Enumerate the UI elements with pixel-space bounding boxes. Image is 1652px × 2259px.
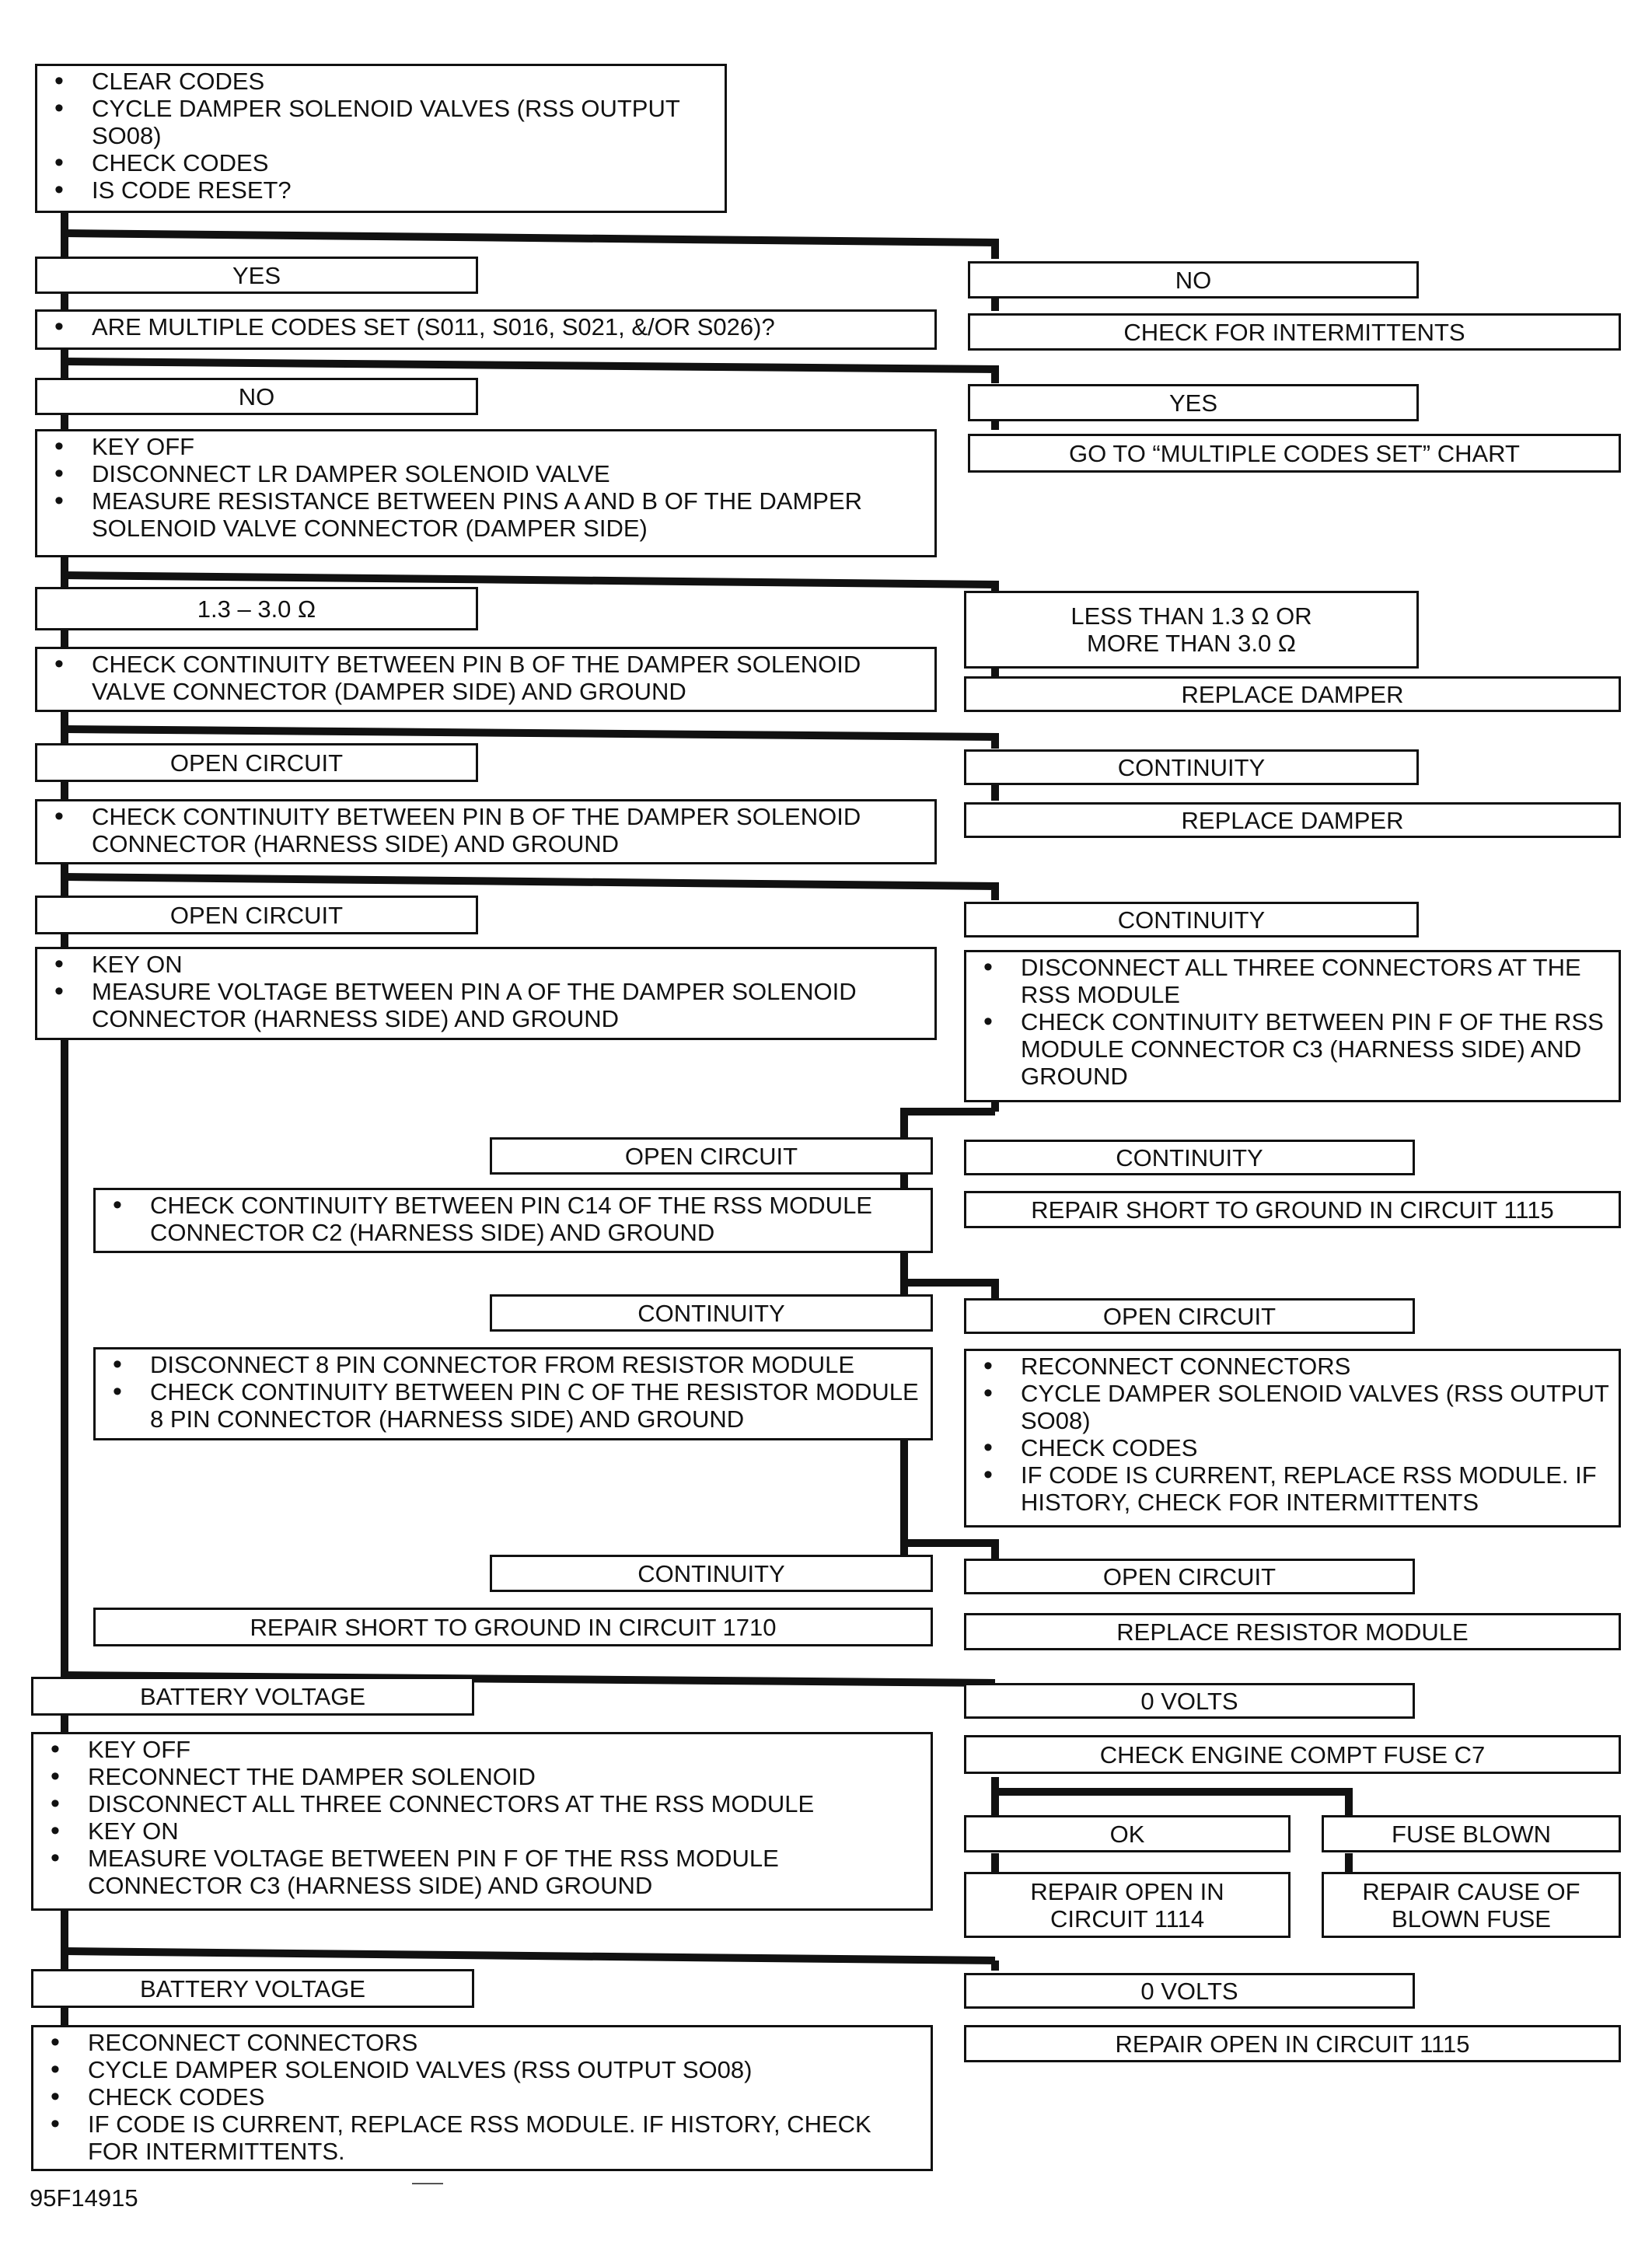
- yes-label: YES: [35, 257, 478, 294]
- step-item: • CYCLE DAMPER SOLENOID VALVES (RSS OUTPUT SO08): [88, 2056, 924, 2083]
- continuity-c14-box: [93, 1188, 933, 1253]
- open-circuit-label: OPEN CIRCUIT: [964, 1298, 1415, 1334]
- final-step-box: [31, 2025, 933, 2171]
- step-item: • DISCONNECT ALL THREE CONNECTORS AT THE RSS MODULE: [1021, 954, 1612, 1008]
- open-circuit-label: OPEN CIRCUIT: [490, 1137, 933, 1175]
- repair-short-1115-box: REPAIR SHORT TO GROUND IN CIRCUIT 1115: [964, 1191, 1621, 1228]
- open-circuit-label: OPEN CIRCUIT: [964, 1559, 1415, 1594]
- repair-open-1115-box: REPAIR OPEN IN CIRCUIT 1115: [964, 2025, 1621, 2062]
- battery-voltage-label: BATTERY VOLTAGE: [31, 1677, 474, 1716]
- step-item: • CHECK CODES: [1021, 1434, 1612, 1461]
- continuity-harness-side-box: [35, 799, 937, 864]
- measure-resistance-box: [35, 429, 937, 557]
- resistor-module-box: [93, 1347, 933, 1440]
- start-item: • IS CODE RESET?: [92, 176, 718, 204]
- step-item: • RECONNECT CONNECTORS: [88, 2029, 924, 2056]
- check-fuse-box: CHECK ENGINE COMPT FUSE C7: [964, 1735, 1621, 1774]
- start-step-box: [35, 64, 727, 213]
- step-item: • DISCONNECT LR DAMPER SOLENOID VALVE: [92, 460, 928, 487]
- check-intermittents-box: CHECK FOR INTERMITTENTS: [968, 313, 1621, 351]
- step-item: • CYCLE DAMPER SOLENOID VALVES (RSS OUTPUT SO08): [1021, 1380, 1612, 1434]
- go-multiple-codes-box: GO TO “MULTIPLE CODES SET” CHART: [968, 434, 1621, 473]
- step-item: • MEASURE RESISTANCE BETWEEN PINS A AND B OF THE DAMPER SOLENOID VALVE CONNECTOR (DAMPER SIDE): [92, 487, 928, 542]
- resistance-bad-line2: MORE THAN 3.0 Ω: [1087, 630, 1296, 657]
- step-item: • DISCONNECT ALL THREE CONNECTORS AT THE RSS MODULE: [88, 1790, 924, 1817]
- step-item: • KEY ON: [92, 951, 928, 978]
- key-off-c3-box: [31, 1732, 933, 1911]
- step-item: • MEASURE VOLTAGE BETWEEN PIN A OF THE DAMPER SOLENOID CONNECTOR (HARNESS SIDE) AND GROUND: [92, 978, 928, 1032]
- figure-id: 95F14915: [30, 2184, 138, 2212]
- resistance-bad-line1: LESS THAN 1.3 Ω OR: [1070, 602, 1312, 630]
- step-item: • MEASURE VOLTAGE BETWEEN PIN F OF THE RSS MODULE CONNECTOR C3 (HARNESS SIDE) AND GROUND: [88, 1845, 924, 1899]
- repair-blown-line1: REPAIR CAUSE OF: [1362, 1877, 1580, 1905]
- zero-volts-label: 0 VOLTS: [964, 1683, 1415, 1719]
- repair-blown-fuse-box: [1322, 1872, 1621, 1938]
- resistance-bad-label: [964, 591, 1419, 669]
- multiple-codes-question: [35, 309, 937, 350]
- step-item: • CHECK CONTINUITY BETWEEN PIN F OF THE RSS MODULE CONNECTOR C3 (HARNESS SIDE) AND GROUND: [1021, 1008, 1612, 1090]
- no-label: NO: [968, 261, 1419, 299]
- step-item: • CHECK CONTINUITY BETWEEN PIN C14 OF THE RSS MODULE CONNECTOR C2 (HARNESS SIDE) AND GROUND: [150, 1192, 924, 1246]
- step-item: • DISCONNECT 8 PIN CONNECTOR FROM RESISTOR MODULE: [150, 1351, 924, 1378]
- continuity-label: CONTINUITY: [964, 1140, 1415, 1175]
- continuity-label: CONTINUITY: [490, 1294, 933, 1332]
- replace-damper-box: REPLACE DAMPER: [964, 802, 1621, 838]
- yes-label: YES: [968, 384, 1419, 421]
- step-item: • CHECK CODES: [88, 2083, 924, 2111]
- battery-voltage-label: BATTERY VOLTAGE: [31, 1969, 474, 2008]
- continuity-label: CONTINUITY: [964, 902, 1419, 937]
- continuity-label: CONTINUITY: [964, 749, 1419, 785]
- question-item: • ARE MULTIPLE CODES SET (S011, S016, S021, &/OR S026)?: [92, 313, 928, 340]
- continuity-damper-side-box: [35, 647, 937, 712]
- start-item: • CLEAR CODES: [92, 68, 718, 95]
- reconnect-check-box: [964, 1349, 1621, 1528]
- ok-label: OK: [964, 1815, 1291, 1852]
- disconnect-c3-box: [964, 950, 1621, 1102]
- open-circuit-label: OPEN CIRCUIT: [35, 896, 478, 934]
- open-circuit-label: OPEN CIRCUIT: [35, 743, 478, 782]
- step-item: • RECONNECT CONNECTORS: [1021, 1353, 1612, 1380]
- step-item: • IF CODE IS CURRENT, REPLACE RSS MODULE. IF HISTORY, CHECK FOR INTERMITTENTS: [1021, 1461, 1612, 1516]
- step-item: • CHECK CONTINUITY BETWEEN PIN C OF THE RESISTOR MODULE 8 PIN CONNECTOR (HARNESS SIDE) AND GROUND: [150, 1378, 924, 1433]
- replace-resistor-box: REPLACE RESISTOR MODULE: [964, 1613, 1621, 1650]
- start-item: • CHECK CODES: [92, 149, 718, 176]
- step-item: • IF CODE IS CURRENT, REPLACE RSS MODULE. IF HISTORY, CHECK FOR INTERMITTENTS.: [88, 2111, 924, 2165]
- continuity-label: CONTINUITY: [490, 1555, 933, 1592]
- step-item: • CHECK CONTINUITY BETWEEN PIN B OF THE DAMPER SOLENOID CONNECTOR (HARNESS SIDE) AND GROUND: [92, 803, 928, 857]
- step-item: • RECONNECT THE DAMPER SOLENOID: [88, 1763, 924, 1790]
- step-item: • CHECK CONTINUITY BETWEEN PIN B OF THE DAMPER SOLENOID VALVE CONNECTOR (DAMPER SIDE) AND GROUND: [92, 651, 928, 705]
- no-label: NO: [35, 378, 478, 415]
- key-on-voltage-box: [35, 947, 937, 1040]
- start-item: • CYCLE DAMPER SOLENOID VALVES (RSS OUTPUT SO08): [92, 95, 718, 149]
- divider: [412, 2183, 443, 2184]
- repair-blown-line2: BLOWN FUSE: [1392, 1905, 1551, 1933]
- step-item: • KEY ON: [88, 1817, 924, 1845]
- resistance-ok-label: 1.3 – 3.0 Ω: [35, 587, 478, 630]
- step-item: • KEY OFF: [88, 1736, 924, 1763]
- fuse-blown-label: FUSE BLOWN: [1322, 1815, 1621, 1852]
- zero-volts-label: 0 VOLTS: [964, 1973, 1415, 2009]
- repair-open-1114-line1: REPAIR OPEN IN: [1030, 1877, 1224, 1905]
- step-item: • KEY OFF: [92, 433, 928, 460]
- replace-damper-box: REPLACE DAMPER: [964, 676, 1621, 712]
- repair-open-1114-box: [964, 1872, 1291, 1938]
- repair-open-1114-line2: CIRCUIT 1114: [1050, 1905, 1205, 1933]
- repair-short-1710-box: REPAIR SHORT TO GROUND IN CIRCUIT 1710: [93, 1608, 933, 1646]
